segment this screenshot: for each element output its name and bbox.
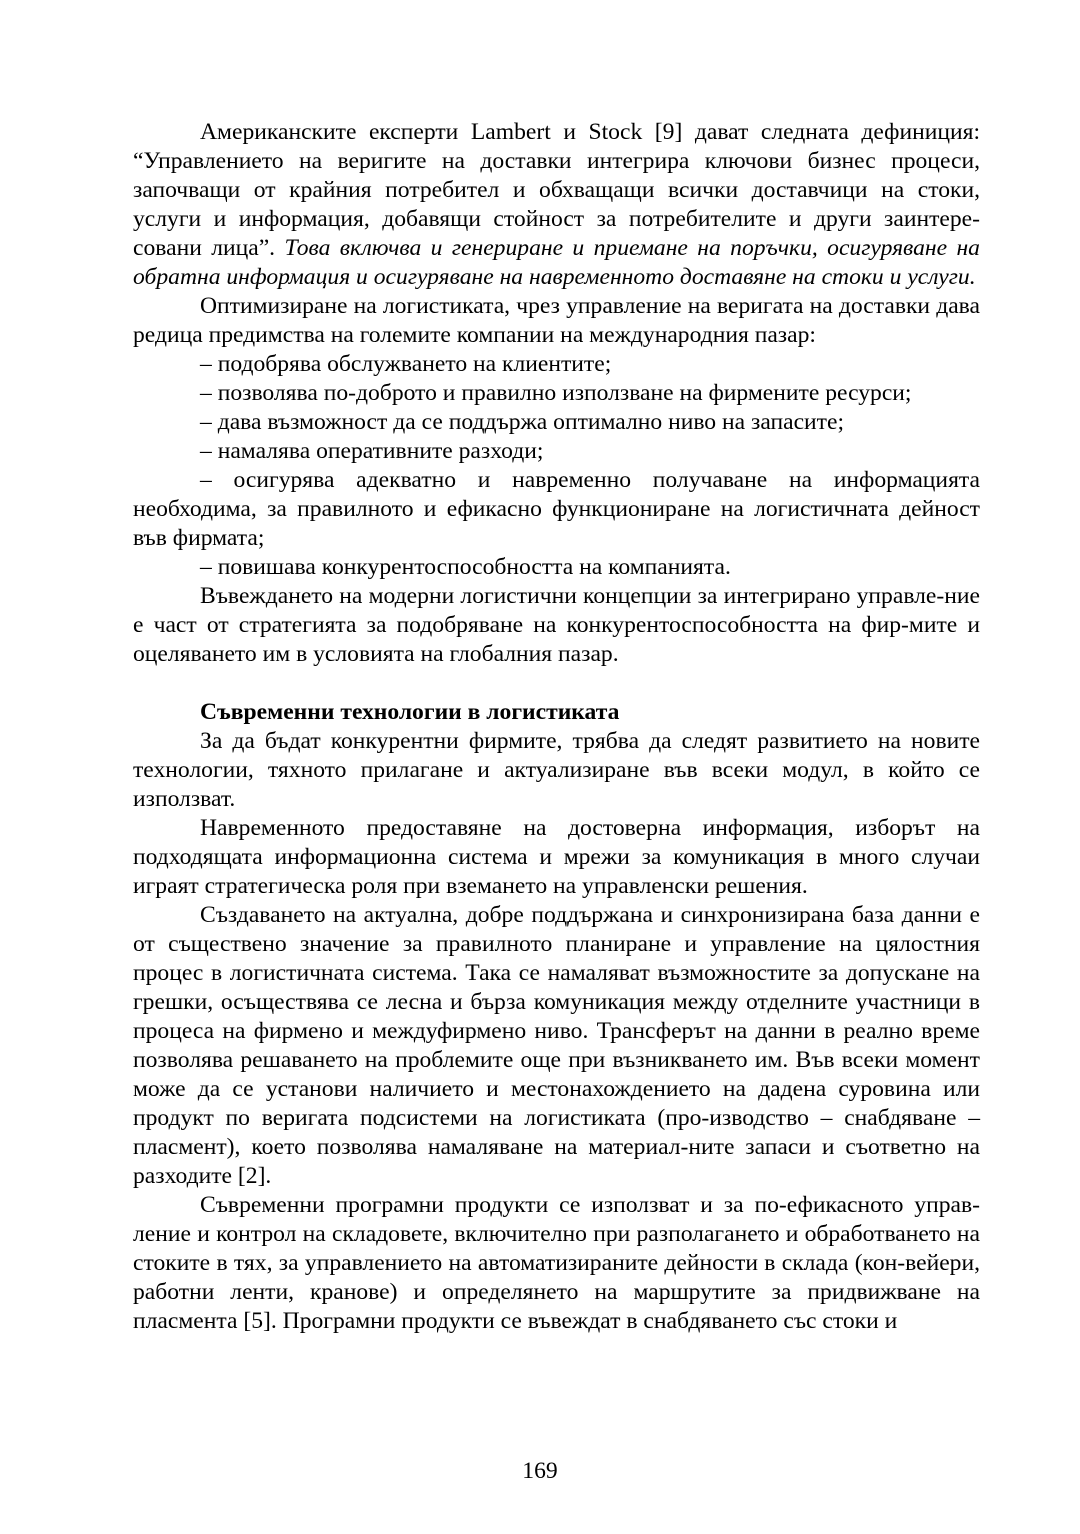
paragraph-information: Навременното предоставяне на достоверна информация, изборът на подходящата информационна система и мрежи за комуникация в много случаи играят стратегическа роля при вземането на управленски решения. <box>133 815 980 899</box>
definition-text: Американските експерти Lambert и Stock [9] дават следната дефиниция: “Управлението на веригите на доставки интегрира ключови бизнес процеси, започващи от крайния потребител и обхващащи всички доставчици на стоки, услуги и информация, добавящи стойност за потребителите и други заинтере-совани лица”. <box>133 119 980 261</box>
paragraph-technologies: За да бъдат конкурентни фирмите, трябва да следят развитието на новите технологии, тяхното прилагане и актуализиране във всеки модул, в който се използват. <box>133 728 980 812</box>
paragraph-database: Създаването на актуална, добре поддържана и синхронизирана база данни е от съществено значение за правилното планиране и управление на цялостния процес в логистичната система. Така се намаляват възможностите за допускане на грешки, осъществява се лесна и бърза комуникация между отделните участници в процеса на фирмено и междуфирмено ниво. Трансферът на данни в реално време позволява решаването на проблемите още при възникването им. Във всеки момент може да се установи наличието и местонахождението на дадена суровина или продукт по веригата подсистеми на логистиката (про-изводство – снабдяване – пласмент), което позволява намаляване на материал-ните запаси и съответно на разходите [2]. <box>133 902 980 1189</box>
section-heading: Съвременни технологии в логистиката <box>200 699 620 725</box>
list-item: – осигурява адекватно и навременно получаване на информацията необходима, за правилното и ефикасно функциониране на логистичната дейност във фирмата; <box>133 467 980 551</box>
definition-italic-text: Това включва и генериране и приемане на поръчки, осигуряване на обратна информация и осигуряване на навременното доставяне на стоки и услуги. <box>133 235 980 290</box>
paragraph-optimization: Оптимизиране на логистиката, чрез управление на веригата на доставки дава редица предимства на големите компании на международния пазар: <box>133 293 980 348</box>
list-item: – намалява оперативните разходи; <box>200 438 544 464</box>
paragraph-software: Съвременни програмни продукти се използват и за по-ефикасното управ-ление и контрол на складовете, включително при разполагането и обработването на стоките в тях, за управлението на автоматизираните дейности в склада (кон-вейери, работни ленти, кранове) и определянето на маршрутите за придвижване на пласмента [5]. Програмни продукти се въвеждат в снабдяването със стоки и <box>133 1192 980 1334</box>
list-item: – подобрява обслужването на клиентите; <box>200 351 612 377</box>
page-body <box>133 118 980 1336</box>
paragraph-concepts: Въвеждането на модерни логистични концепции за интегрирано управле-ние е част от стратегията за подобряване на конкурентоспособността на фир-мите и оцеляването им в условията на глобалния пазар. <box>133 583 980 667</box>
paragraph-definition <box>133 118 980 292</box>
list-item: – дава възможност да се поддържа оптимално ниво на запасите; <box>200 409 845 435</box>
list-item: – позволява по-доброто и правилно използване на фирмените ресурси; <box>200 380 912 406</box>
page-number: 169 <box>522 1458 558 1484</box>
list-item: – повишава конкурентоспособността на компанията. <box>200 554 731 580</box>
